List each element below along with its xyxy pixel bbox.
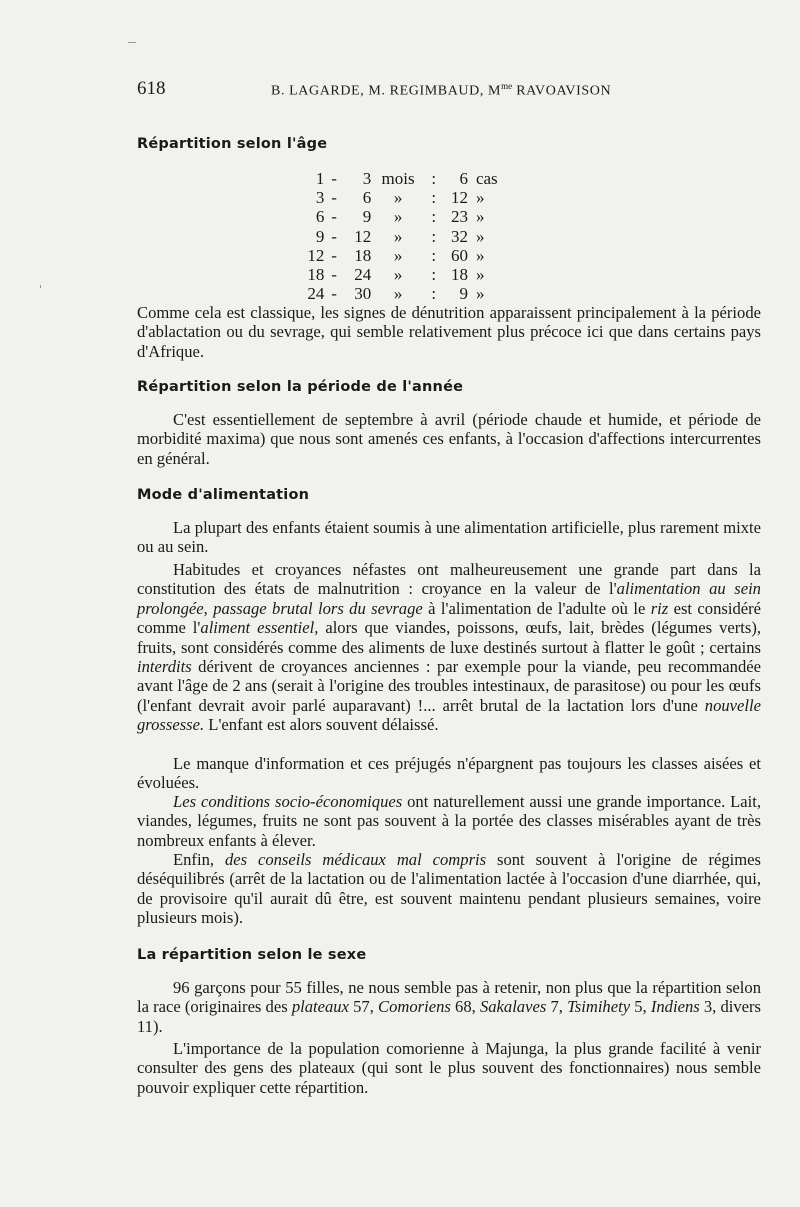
age-cell-tail: » bbox=[475, 284, 485, 304]
range-dash: - bbox=[331, 264, 337, 284]
paragraph-sex-1: 96 garçons pour 55 filles, ne nous semble pas à retenir, non plus que la répartition selon la race (originaires des plateaux 57, Comoriens 68, Sakalaves 7, Tsimihety 5, Indiens 3, divers 11). bbox=[137, 978, 762, 1036]
heading-age: Répartition selon l'âge bbox=[137, 136, 328, 152]
age-cell-tail: cas bbox=[475, 169, 498, 188]
paragraph-feeding-3: Le manque d'information et ces préjugés n'épargnent pas toujours les classes aisées et évoluées. bbox=[137, 754, 761, 793]
range-dash: - bbox=[331, 245, 337, 265]
age-cell-tail: » bbox=[475, 207, 485, 227]
colon-separator: : bbox=[431, 226, 437, 246]
age-table-row bbox=[295, 188, 515, 207]
age-cell-tail: » bbox=[475, 188, 485, 208]
age-table-row bbox=[295, 227, 515, 246]
age-cell-unit: » bbox=[393, 188, 403, 208]
scan-speck bbox=[128, 42, 136, 43]
colon-separator: : bbox=[431, 169, 437, 188]
age-table-row bbox=[295, 265, 515, 284]
paragraph-age: Comme cela est classique, les signes de dénutrition apparaissent principalement à la période d'ablactation ou du sevrage, qui semble relativement plus précoce ici que dans certains pays d'Afrique. bbox=[137, 303, 761, 361]
paragraph-sex-2: L'importance de la population comorienne à Majunga, la plus grande facilité à venir consulter des gens des plateaux (qui sont le plus souvent des fonctionnaires) nous semble pouvoir expliquer cette répartition. bbox=[137, 1039, 761, 1097]
age-cell-count: 60 bbox=[450, 245, 468, 265]
age-cell-unit: » bbox=[393, 207, 403, 227]
age-cell-count: 18 bbox=[450, 264, 468, 284]
age-table-row bbox=[295, 207, 515, 226]
age-cell-count: 9 bbox=[459, 284, 468, 304]
paragraph-feeding-4: Les conditions socio-économiques ont naturellement aussi une grande importance. Lait, viandes, légumes, fruits ne sont pas souvent à la portée des classes misérables ayant de très nombreux enfants à élever. bbox=[137, 792, 762, 850]
scan-speck bbox=[40, 285, 41, 288]
colon-separator: : bbox=[431, 207, 437, 227]
range-dash: - bbox=[331, 284, 337, 304]
paragraph-feeding-2: Habitudes et croyances néfastes ont malheureusement une grande part dans la constitution des états de malnutrition : croyance en la valeur de l'alimentation au sein prolongée, passage brutal lors du sevrage à l'alimentation de l'adulte où le riz est considéré comme l'aliment essentiel, alors que viandes, poissons, œufs, lait, brèdes (légumes verts), fruits, sont considérés comme des aliments de luxe destinés surtout à flatter le goût ; certains interdits dérivent de croyances anciennes : par exemple pour la viande, peu recommandée avant l'âge de 2 ans (serait à l'origine des troubles intestinaux, de parasitose) ou pour les œufs (l'enfant devrait avoir parlé auparavant) !... arrêt brutal de la lactation lors d'une nouvelle grossesse. L'enfant est alors souvent délaissé. bbox=[137, 560, 762, 735]
age-cell-count: 32 bbox=[450, 226, 468, 246]
age-cell-from: 12 bbox=[307, 245, 325, 265]
age-cell-unit: » bbox=[393, 264, 403, 284]
colon-separator: : bbox=[431, 188, 437, 208]
age-table-row bbox=[295, 246, 515, 265]
age-table-row bbox=[295, 169, 515, 188]
heading-sex: La répartition selon le sexe bbox=[137, 947, 367, 963]
age-cell-to: 30 bbox=[354, 284, 372, 304]
range-dash: - bbox=[331, 188, 337, 208]
age-cell-to: 24 bbox=[354, 264, 372, 284]
colon-separator: : bbox=[431, 284, 437, 304]
age-cell-unit: mois bbox=[381, 169, 415, 188]
age-cell-unit: » bbox=[393, 245, 403, 265]
age-cell-from: 24 bbox=[307, 284, 325, 304]
age-cell-unit: » bbox=[393, 226, 403, 246]
page-number: 618 bbox=[137, 78, 166, 99]
age-distribution-table bbox=[295, 169, 515, 303]
age-cell-to: 18 bbox=[354, 245, 372, 265]
age-cell-from: 9 bbox=[315, 226, 325, 246]
age-cell-tail: » bbox=[475, 226, 485, 246]
heading-feeding: Mode d'alimentation bbox=[137, 487, 310, 503]
age-cell-count: 12 bbox=[450, 188, 468, 208]
age-cell-unit: » bbox=[393, 284, 403, 304]
age-cell-count: 6 bbox=[459, 169, 468, 188]
age-cell-to: 9 bbox=[362, 207, 372, 227]
colon-separator: : bbox=[431, 264, 437, 284]
age-cell-from: 18 bbox=[307, 264, 325, 284]
age-cell-to: 12 bbox=[354, 226, 372, 246]
paragraph-feeding-1: La plupart des enfants étaient soumis à une alimentation artificielle, plus rarement mixte ou au sein. bbox=[137, 518, 761, 557]
paragraph-season: C'est essentiellement de septembre à avril (période chaude et humide, et période de morbidité maxima) que nous sont amenés ces enfants, à l'occasion d'affections intercurrentes en général. bbox=[137, 410, 761, 468]
age-cell-to: 3 bbox=[362, 169, 372, 188]
age-cell-tail: » bbox=[475, 245, 485, 265]
colon-separator: : bbox=[431, 245, 437, 265]
age-cell-from: 3 bbox=[315, 188, 325, 208]
age-cell-from: 6 bbox=[315, 207, 325, 227]
range-dash: - bbox=[331, 226, 337, 246]
age-cell-to: 6 bbox=[362, 188, 372, 208]
age-cell-tail: » bbox=[475, 264, 485, 284]
paragraph-feeding-5: Enfin, des conseils médicaux mal compris sont souvent à l'origine de régimes déséquilibrés (arrêt de la lactation ou de l'alimentation lactée à l'occasion d'une diarrhée, qui, de provisoire qu'il aurait dû être, est souvent maintenu pendant plusieurs semaines, voire plusieurs mois). bbox=[137, 850, 761, 928]
range-dash: - bbox=[331, 169, 337, 188]
running-head-authors: B. LAGARDE, M. REGIMBAUD, $M^{me}$ RAVOAVISON bbox=[271, 81, 612, 99]
range-dash: - bbox=[331, 207, 337, 227]
page-header bbox=[137, 78, 737, 102]
age-cell-from: 1 bbox=[315, 169, 325, 188]
age-table-row bbox=[295, 284, 515, 303]
age-cell-count: 23 bbox=[450, 207, 468, 227]
heading-season: Répartition selon la période de l'année bbox=[137, 379, 464, 395]
